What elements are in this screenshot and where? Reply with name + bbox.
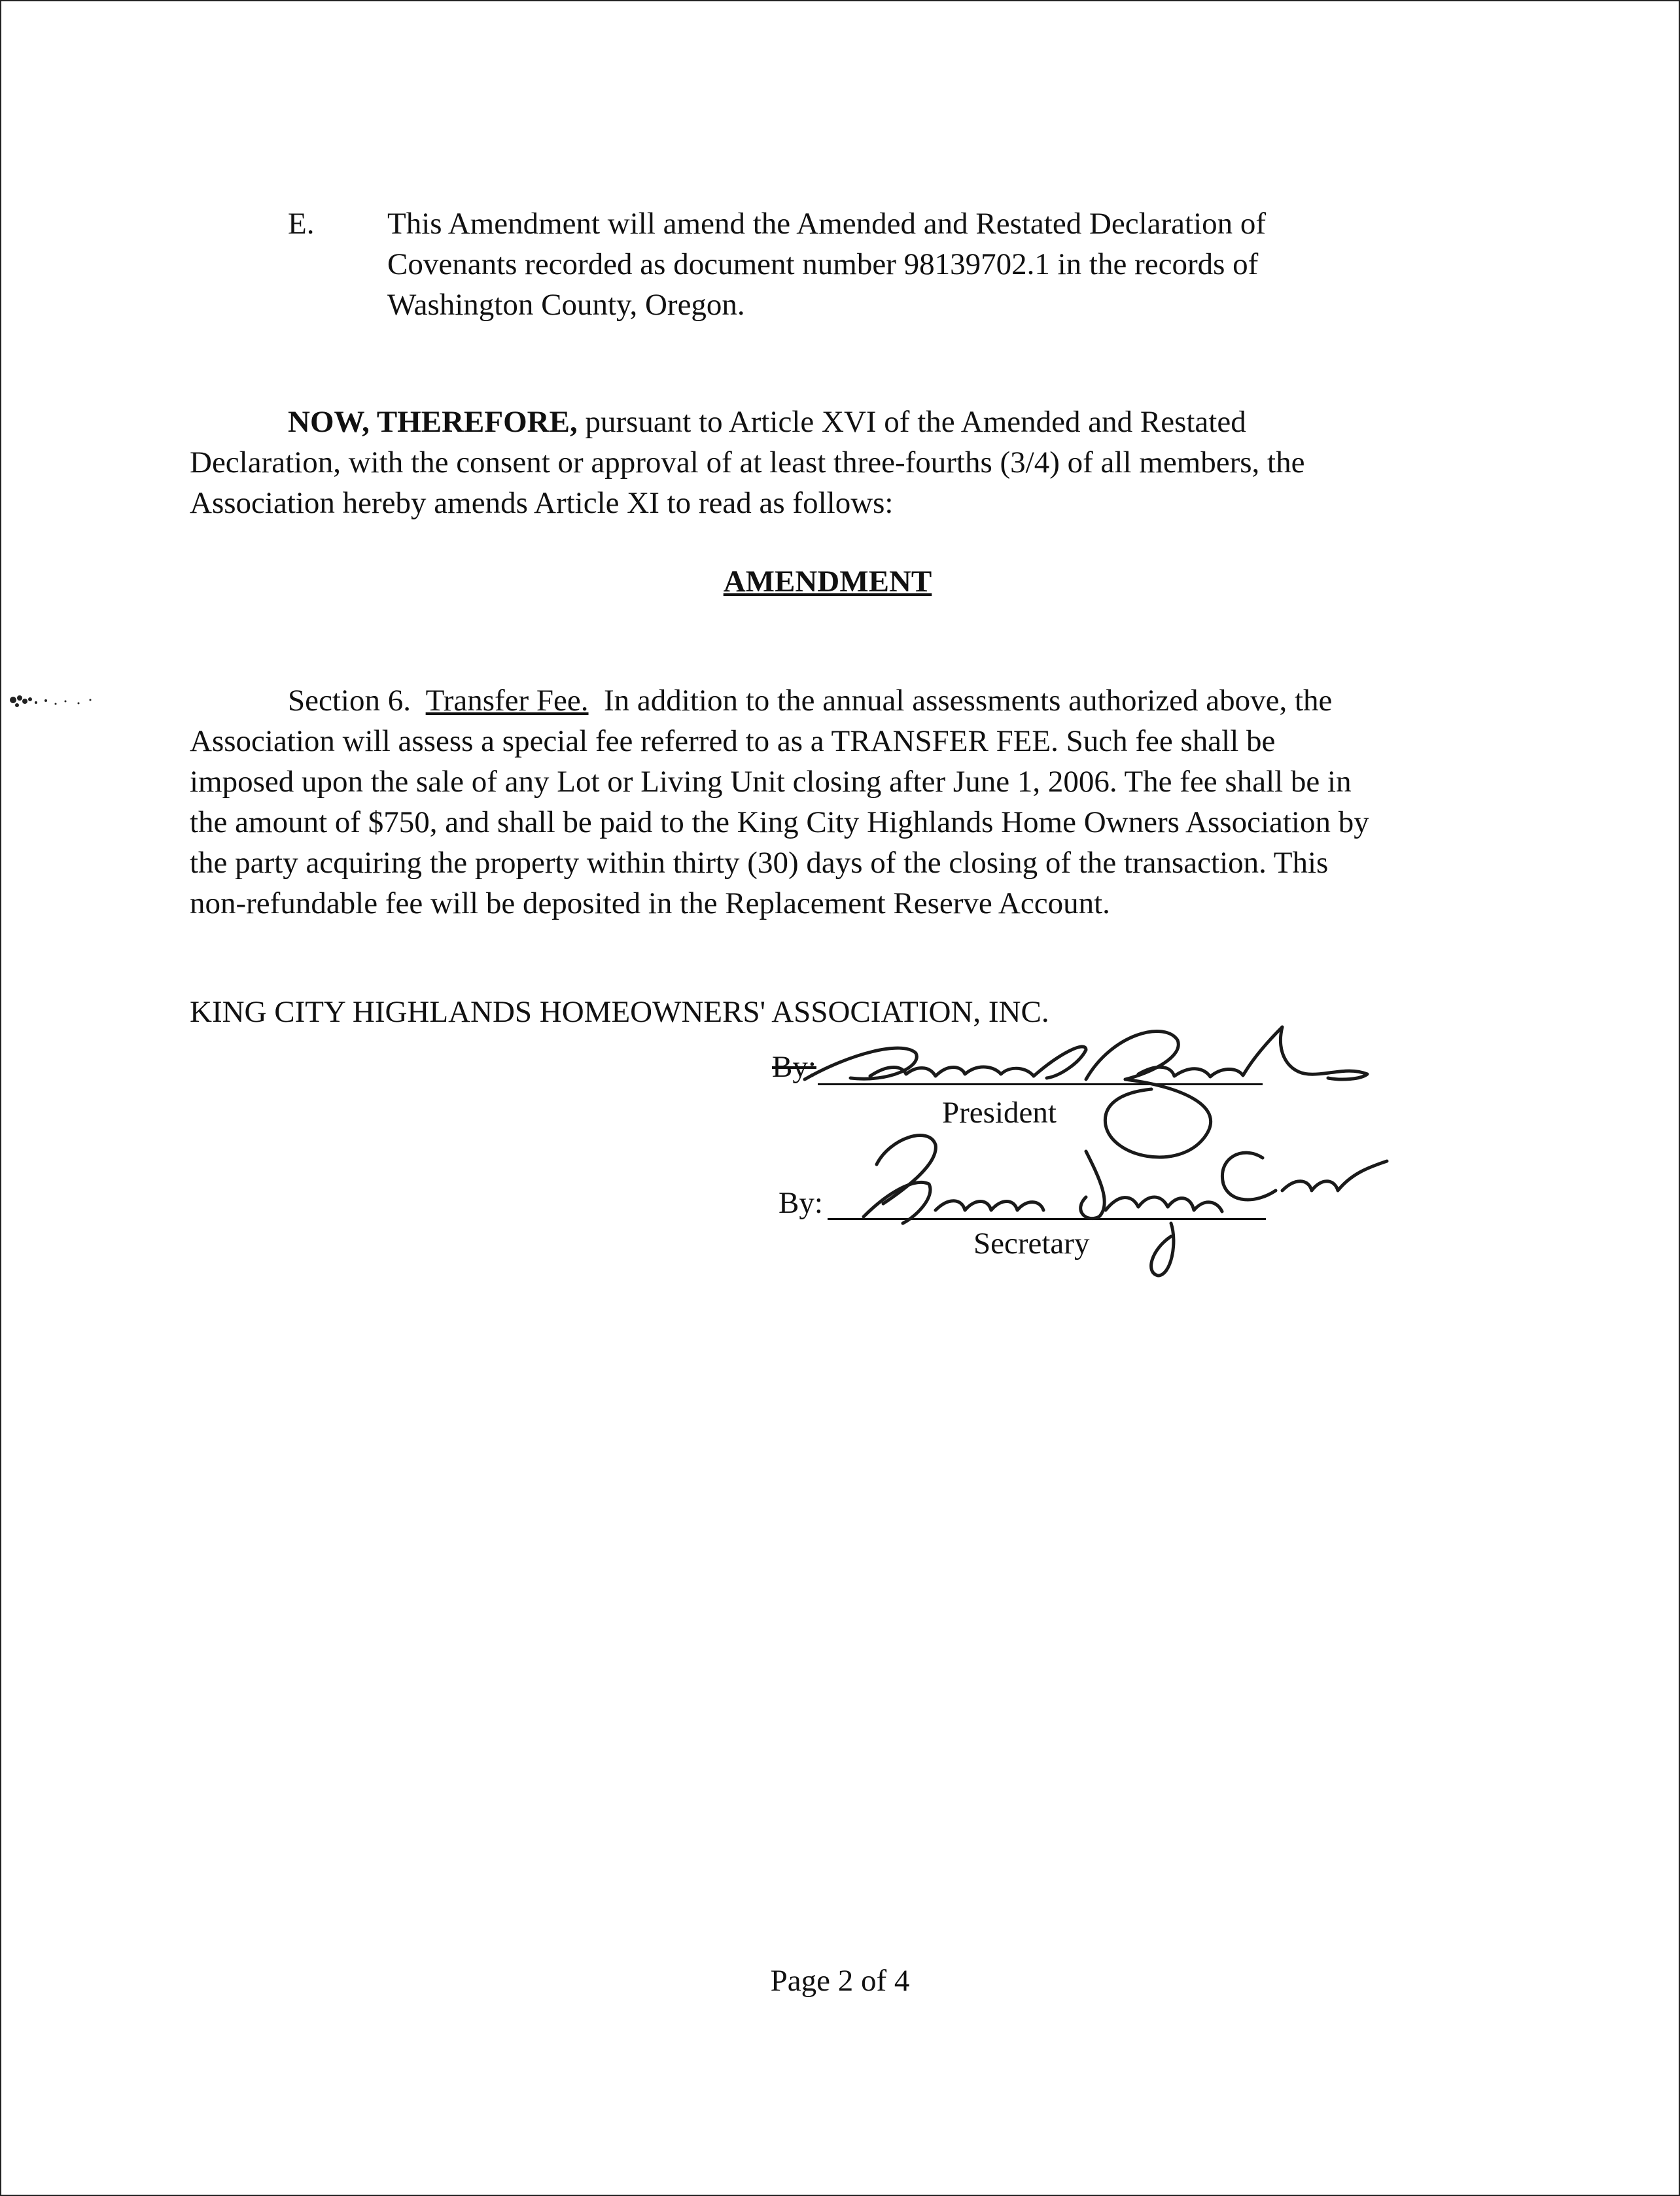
president-by-label: By: xyxy=(772,1050,816,1084)
scan-speckle xyxy=(0,687,105,720)
signature-block xyxy=(720,1027,1505,1289)
item-e-text xyxy=(387,203,1266,325)
section-6-line: the party acquiring the property within thirty (30) days of the closing of the transaction. This xyxy=(190,846,1329,880)
section-6-paragraph xyxy=(190,680,1369,924)
now-therefore-line2: Declaration, with the consent or approval of at least three-fourths (3/4) of all members, the xyxy=(190,445,1305,479)
now-therefore-line xyxy=(190,402,1304,442)
item-e-line: Washington County, Oregon. xyxy=(387,288,745,322)
president-title: President xyxy=(942,1096,1057,1130)
item-e-line: Covenants recorded as document number 98139702.1 in the records of xyxy=(387,247,1259,281)
now-therefore-paragraph xyxy=(190,402,1304,523)
association-name: KING CITY HIGHLANDS HOMEOWNERS' ASSOCIATION, INC. xyxy=(190,995,1049,1029)
secretary-by-label: By: xyxy=(779,1186,823,1220)
section-6-line: Association will assess a special fee referred to as a TRANSFER FEE. Such fee shall be xyxy=(190,724,1276,758)
now-therefore-line1: pursuant to Article XVI of the Amended and Restated xyxy=(577,405,1246,439)
now-therefore-lead: NOW, THEREFORE, xyxy=(288,405,578,439)
section-6-line: imposed upon the sale of any Lot or Living Unit closing after June 1, 2006. The fee shall be in xyxy=(190,765,1352,799)
page-number: Page 2 of 4 xyxy=(770,1964,910,1998)
item-e-line: This Amendment will amend the Amended and Restated Declaration of xyxy=(387,207,1267,241)
section-6-line1: In addition to the annual assessments authorized above, the xyxy=(604,684,1333,718)
amendment-heading: AMENDMENT xyxy=(723,565,932,599)
section-6-title: Transfer Fee. xyxy=(425,684,589,718)
section-6-line xyxy=(190,680,1369,721)
section-6-line: non-refundable fee will be deposited in the Replacement Reserve Account. xyxy=(190,886,1110,920)
item-e-label: E. xyxy=(288,207,315,241)
section-6-prefix: Section 6. xyxy=(288,684,411,718)
handwritten-signatures xyxy=(720,1027,1505,1289)
now-therefore-line3: Association hereby amends Article XI to read as follows: xyxy=(190,486,894,520)
secretary-title: Secretary xyxy=(973,1227,1090,1261)
section-6-line: the amount of $750, and shall be paid to the King City Highlands Home Owners Association by xyxy=(190,805,1369,839)
